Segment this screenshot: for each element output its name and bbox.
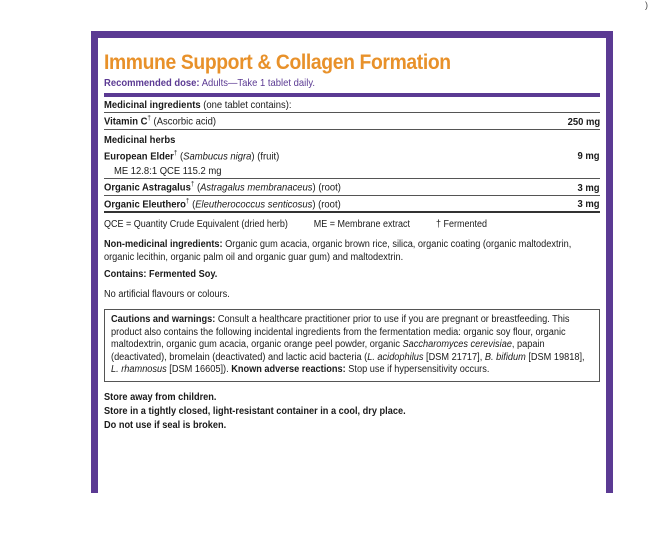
storage-line: Do not use if seal is broken. bbox=[104, 419, 227, 431]
latin-name: L. rhamnosus bbox=[111, 364, 167, 375]
ingredient-name: European Elder bbox=[104, 150, 174, 162]
storage-line: Store in a tightly closed, light-resistant container in a cool, dry place. bbox=[104, 405, 406, 417]
ingredient-row-elder bbox=[104, 147, 600, 164]
ingredient-row-eleuthero bbox=[104, 196, 600, 214]
paren: ( bbox=[196, 181, 201, 194]
extract-ratio: ME 12.8:1 QCE 115.2 mg bbox=[114, 165, 222, 177]
cautions-box bbox=[104, 309, 600, 382]
herbs-header: Medicinal herbs bbox=[104, 133, 176, 146]
legend-fermented: † Fermented bbox=[435, 219, 487, 230]
latin-name: L. acidophilus bbox=[367, 351, 424, 363]
ingredient-name: Organic Astragalus bbox=[104, 181, 191, 194]
ingredient-amount: 3 mg bbox=[577, 198, 600, 210]
known-reactions-label: Known adverse reactions: bbox=[231, 364, 346, 375]
ingredient-detail: (Ascorbic acid) bbox=[153, 115, 217, 128]
herbs-header-row bbox=[104, 130, 600, 147]
fermented-mark: † bbox=[185, 197, 190, 205]
legend-qce: QCE = Quantity Crude Equivalent (dried herb) bbox=[104, 219, 288, 230]
contains-soy: Contains: Fermented Soy. bbox=[104, 269, 218, 280]
product-title: Immune Support & Collagen Formation bbox=[104, 51, 451, 74]
medicinal-header-label: Medicinal ingredients bbox=[104, 99, 201, 111]
non-medicinal-label: Non-medicinal ingredients: bbox=[104, 239, 223, 250]
non-medicinal-text: Organic gum acacia, organic brown rice, silica, organic coating (organic maltodextrin, organic lecithin, organic palm oil and organic guar gum) and maltodextrin. bbox=[104, 239, 572, 263]
latin-name: Sambucus nigra bbox=[183, 150, 252, 162]
ingredient-amount: 250 mg bbox=[567, 115, 600, 128]
ingredient-part: ) (fruit) bbox=[251, 150, 280, 162]
abbreviation-legend bbox=[104, 219, 550, 230]
panel-content bbox=[104, 38, 600, 433]
ingredient-part: ) (root) bbox=[312, 198, 341, 210]
non-medicinal-ingredients bbox=[104, 239, 597, 264]
ingredient-part: ) (root) bbox=[312, 181, 341, 194]
ingredient-subrow-elder bbox=[104, 163, 600, 179]
dose-label: Recommended dose: bbox=[104, 77, 200, 89]
no-artificial-statement bbox=[104, 289, 597, 302]
ingredient-amount: 9 mg bbox=[577, 150, 600, 162]
legend-me: ME = Membrane extract bbox=[313, 219, 411, 230]
latin-name: Saccharomyces cerevisiae bbox=[402, 339, 512, 350]
cautions-text: , papain (deactivated), bromelain (deactivated) and lactic acid bacteria ( bbox=[111, 339, 545, 363]
cautions-text: Consult a healthcare practitioner prior to use if you are pregnant or breastfeeding. This product also contains the following incidental ingredients from the fermentation media: organic soy flour, organic maltodextrin, organic gum acacia, organic orange peel powder, organic bbox=[111, 314, 570, 350]
latin-name: Astragalus membranaceus bbox=[200, 181, 313, 194]
fermented-mark: † bbox=[147, 115, 151, 122]
cautions-label: Cautions and warnings: bbox=[111, 314, 216, 325]
medicinal-header-text: (one tablet contains): bbox=[203, 99, 292, 111]
cautions-text: [DSM 21717], bbox=[426, 351, 483, 363]
supplement-facts-panel bbox=[91, 31, 613, 493]
ingredient-name: Organic Eleuthero bbox=[104, 198, 186, 210]
dose-text: Adults—Take 1 tablet daily. bbox=[201, 77, 315, 89]
corner-mark: ) bbox=[645, 0, 648, 10]
ingredient-amount: 3 mg bbox=[577, 181, 600, 194]
latin-name: B. bifidum bbox=[484, 351, 526, 363]
cautions-text: [DSM 19818], bbox=[528, 351, 585, 363]
paren: ( bbox=[192, 198, 196, 210]
cautions-text: [DSM 16605]). bbox=[169, 364, 229, 375]
paren: ( bbox=[179, 150, 184, 162]
storage-line: Store away from children. bbox=[104, 391, 217, 403]
ingredient-row-vitamin-c bbox=[104, 113, 600, 130]
medicinal-header-row bbox=[104, 97, 600, 113]
ingredient-row-astragalus bbox=[104, 179, 600, 196]
fermented-mark: † bbox=[173, 149, 178, 157]
latin-name: Eleutherococcus senticosus bbox=[195, 198, 313, 210]
no-artificial-text: No artificial flavours or colours. bbox=[104, 288, 230, 300]
allergen-statement bbox=[104, 269, 597, 282]
ingredient-name: Vitamin C bbox=[104, 115, 148, 128]
storage-instructions bbox=[104, 391, 560, 433]
known-reactions-text: Stop use if hypersensitivity occurs. bbox=[348, 364, 490, 375]
recommended-dose bbox=[104, 77, 550, 89]
fermented-mark: † bbox=[190, 181, 195, 188]
